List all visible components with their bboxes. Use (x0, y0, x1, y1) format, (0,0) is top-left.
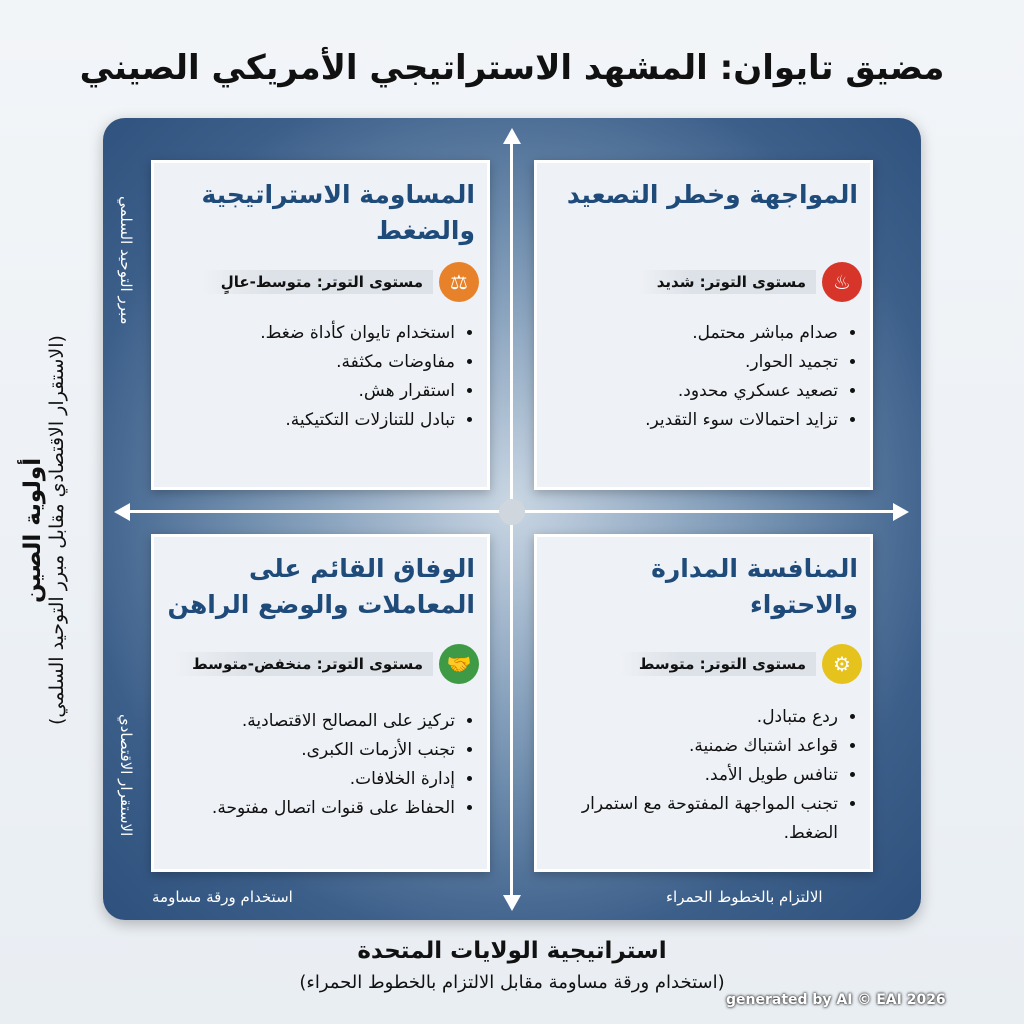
bullet-list (545, 319, 860, 435)
bullet-list (545, 703, 860, 848)
list-item: • تجميد الحوار. (545, 348, 838, 377)
y-axis-label: أولوية الصين (20, 457, 46, 603)
list-item: • إدارة الخلافات. (162, 765, 455, 794)
quadrant-card-bottom-right (534, 534, 873, 872)
x-axis-label: استراتيجية الولايات المتحدة (357, 938, 667, 964)
quadrant-card-top-right (534, 160, 873, 490)
watermark: generated by AI © EAI 2026 (726, 992, 946, 1008)
quadrant-title: المواجهة وخطر التصعيد (566, 180, 858, 209)
quadrant-card-bottom-left (151, 534, 490, 872)
y-axis-sublabel: (الاستقرار الاقتصادي مقابل مبرر التوحيد السلمي) (46, 335, 68, 725)
list-item: • تزايد احتمالات سوء التقدير. (545, 406, 838, 435)
list-item: • مفاوضات مكثفة. (162, 348, 455, 377)
scales-icon: ⚖ (439, 262, 479, 302)
list-item: • ردع متبادل. (545, 703, 838, 732)
arrow-up-icon (503, 128, 521, 144)
tension-row (621, 643, 862, 685)
tension-row (639, 261, 862, 303)
y-axis-bottom-end-label: الاستقرار الاقتصادي (117, 713, 135, 837)
heat-icon: ♨ (822, 262, 862, 302)
x-axis-right-end-label: الالتزام بالخطوط الحمراء (666, 888, 823, 906)
y-axis-title (20, 280, 100, 780)
list-item: • تجنب الأزمات الكبرى. (162, 736, 455, 765)
list-item: • استخدام تايوان كأداة ضغط. (162, 319, 455, 348)
tension-level: مستوى التوتر: متوسط (621, 652, 816, 676)
list-item: • قواعد اشتباك ضمنية. (545, 732, 838, 761)
bullet-list (162, 319, 477, 435)
y-axis-top-end-label: مبرر التوحيد السلمي (117, 195, 135, 325)
arrow-left-icon (114, 503, 130, 521)
list-item: • تنافس طويل الأمد. (545, 761, 838, 790)
arrow-right-icon (893, 503, 909, 521)
x-axis-sublabel: (استخدام ورقة مساومة مقابل الالتزام بالخطوط الحمراء) (299, 972, 725, 993)
quadrant-title: الوفاق القائم على المعاملات والوضع الراهن (167, 554, 475, 620)
gears-icon: ⚙ (822, 644, 862, 684)
bullet-list (162, 707, 477, 823)
x-axis-left-end-label: استخدام ورقة مساومة (152, 888, 293, 906)
list-item: • تبادل للتنازلات التكتيكية. (162, 406, 455, 435)
quadrant-card-top-left (151, 160, 490, 490)
tension-level: مستوى التوتر: شديد (639, 270, 816, 294)
handshake-icon: 🤝 (439, 644, 479, 684)
page-title: مضيق تايوان: المشهد الاستراتيجي الأمريكي الصيني (79, 48, 945, 88)
list-item: • الحفاظ على قنوات اتصال مفتوحة. (162, 794, 455, 823)
tension-level: مستوى التوتر: منخفض-متوسط (174, 652, 433, 676)
quadrant-title: المساومة الاستراتيجية والضغط (201, 180, 475, 246)
list-item: • تصعيد عسكري محدود. (545, 377, 838, 406)
list-item: • تجنب المواجهة المفتوحة مع استمرار الضغط. (545, 790, 838, 848)
list-item: • صدام مباشر محتمل. (545, 319, 838, 348)
tension-row (203, 261, 479, 303)
arrow-down-icon (503, 895, 521, 911)
list-item: • استقرار هش. (162, 377, 455, 406)
quadrant-title: المنافسة المدارة والاحتواء (651, 554, 858, 620)
tension-level: مستوى التوتر: متوسط-عالٍ (203, 270, 433, 294)
list-item: • تركيز على المصالح الاقتصادية. (162, 707, 455, 736)
axis-origin (499, 499, 525, 525)
tension-row (174, 643, 479, 685)
